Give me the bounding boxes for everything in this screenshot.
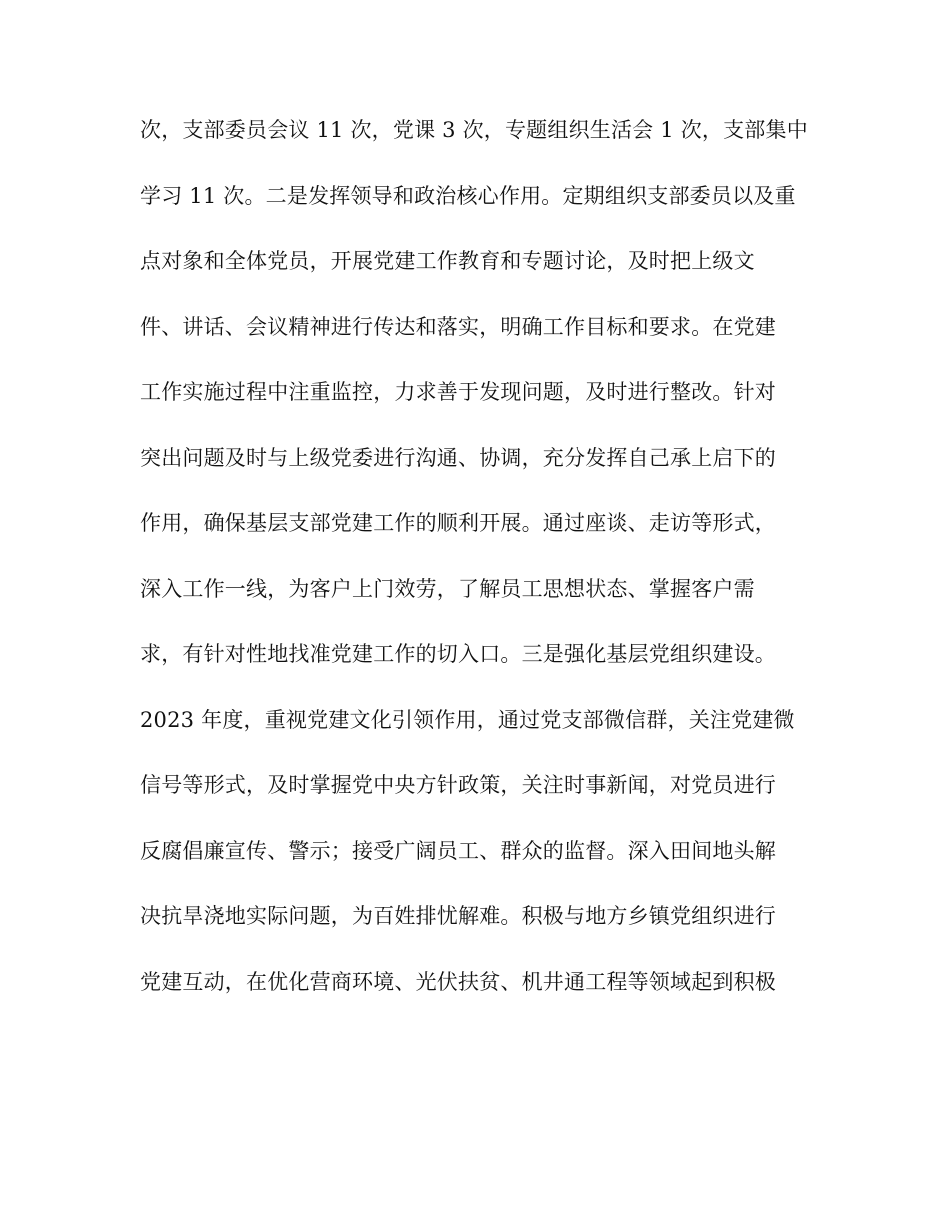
text-line: 工作实施过程中注重监控，力求善于发现问题，及时进行整改。针对 bbox=[140, 380, 776, 404]
text-line: 突出问题及时与上级党委进行沟通、协调，充分发挥自己承上启下的 bbox=[140, 445, 776, 470]
text-line: 求，有针对性地找准党建工作的切入口。三是强化基层党组织建设。 bbox=[140, 642, 776, 666]
text-line: 作用，确保基层支部党建工作的顺利开展。通过座谈、走访等形式， bbox=[140, 511, 776, 535]
text-line: 深入工作一线，为客户上门效劳，了解员工思想状态、掌握客户需 bbox=[140, 576, 755, 601]
text-line: 2023 年度，重视党建文化引领作用，通过党支部微信群，关注党建微 bbox=[140, 707, 795, 732]
text-line: 次，支部委员会议 11 次，党课 3 次，专题组织生活会 1 次，支部集中 bbox=[140, 118, 808, 142]
text-line: 决抗旱浇地实际问题，为百姓排忧解难。积极与地方乡镇党组织进行 bbox=[140, 904, 776, 928]
text-line: 件、讲话、会议精神进行传达和落实，明确工作目标和要求。在党建 bbox=[140, 314, 776, 339]
text-line: 学习 11 次。二是发挥领导和政治核心作用。定期组织支部委员以及重 bbox=[140, 183, 796, 208]
text-line: 信号等形式，及时掌握党中央方针政策，关注时事新闻，对党员进行 bbox=[140, 773, 776, 797]
body-paragraph bbox=[140, 114, 820, 1031]
text-line: 点对象和全体党员，开展党建工作教育和专题讨论，及时把上级文 bbox=[140, 249, 755, 273]
text-line: 反腐倡廉宣传、警示；接受广阔员工、群众的监督。深入田间地头解 bbox=[140, 838, 776, 863]
text-line: 党建互动，在优化营商环境、光伏扶贫、机井通工程等领域起到积极 bbox=[140, 969, 776, 994]
